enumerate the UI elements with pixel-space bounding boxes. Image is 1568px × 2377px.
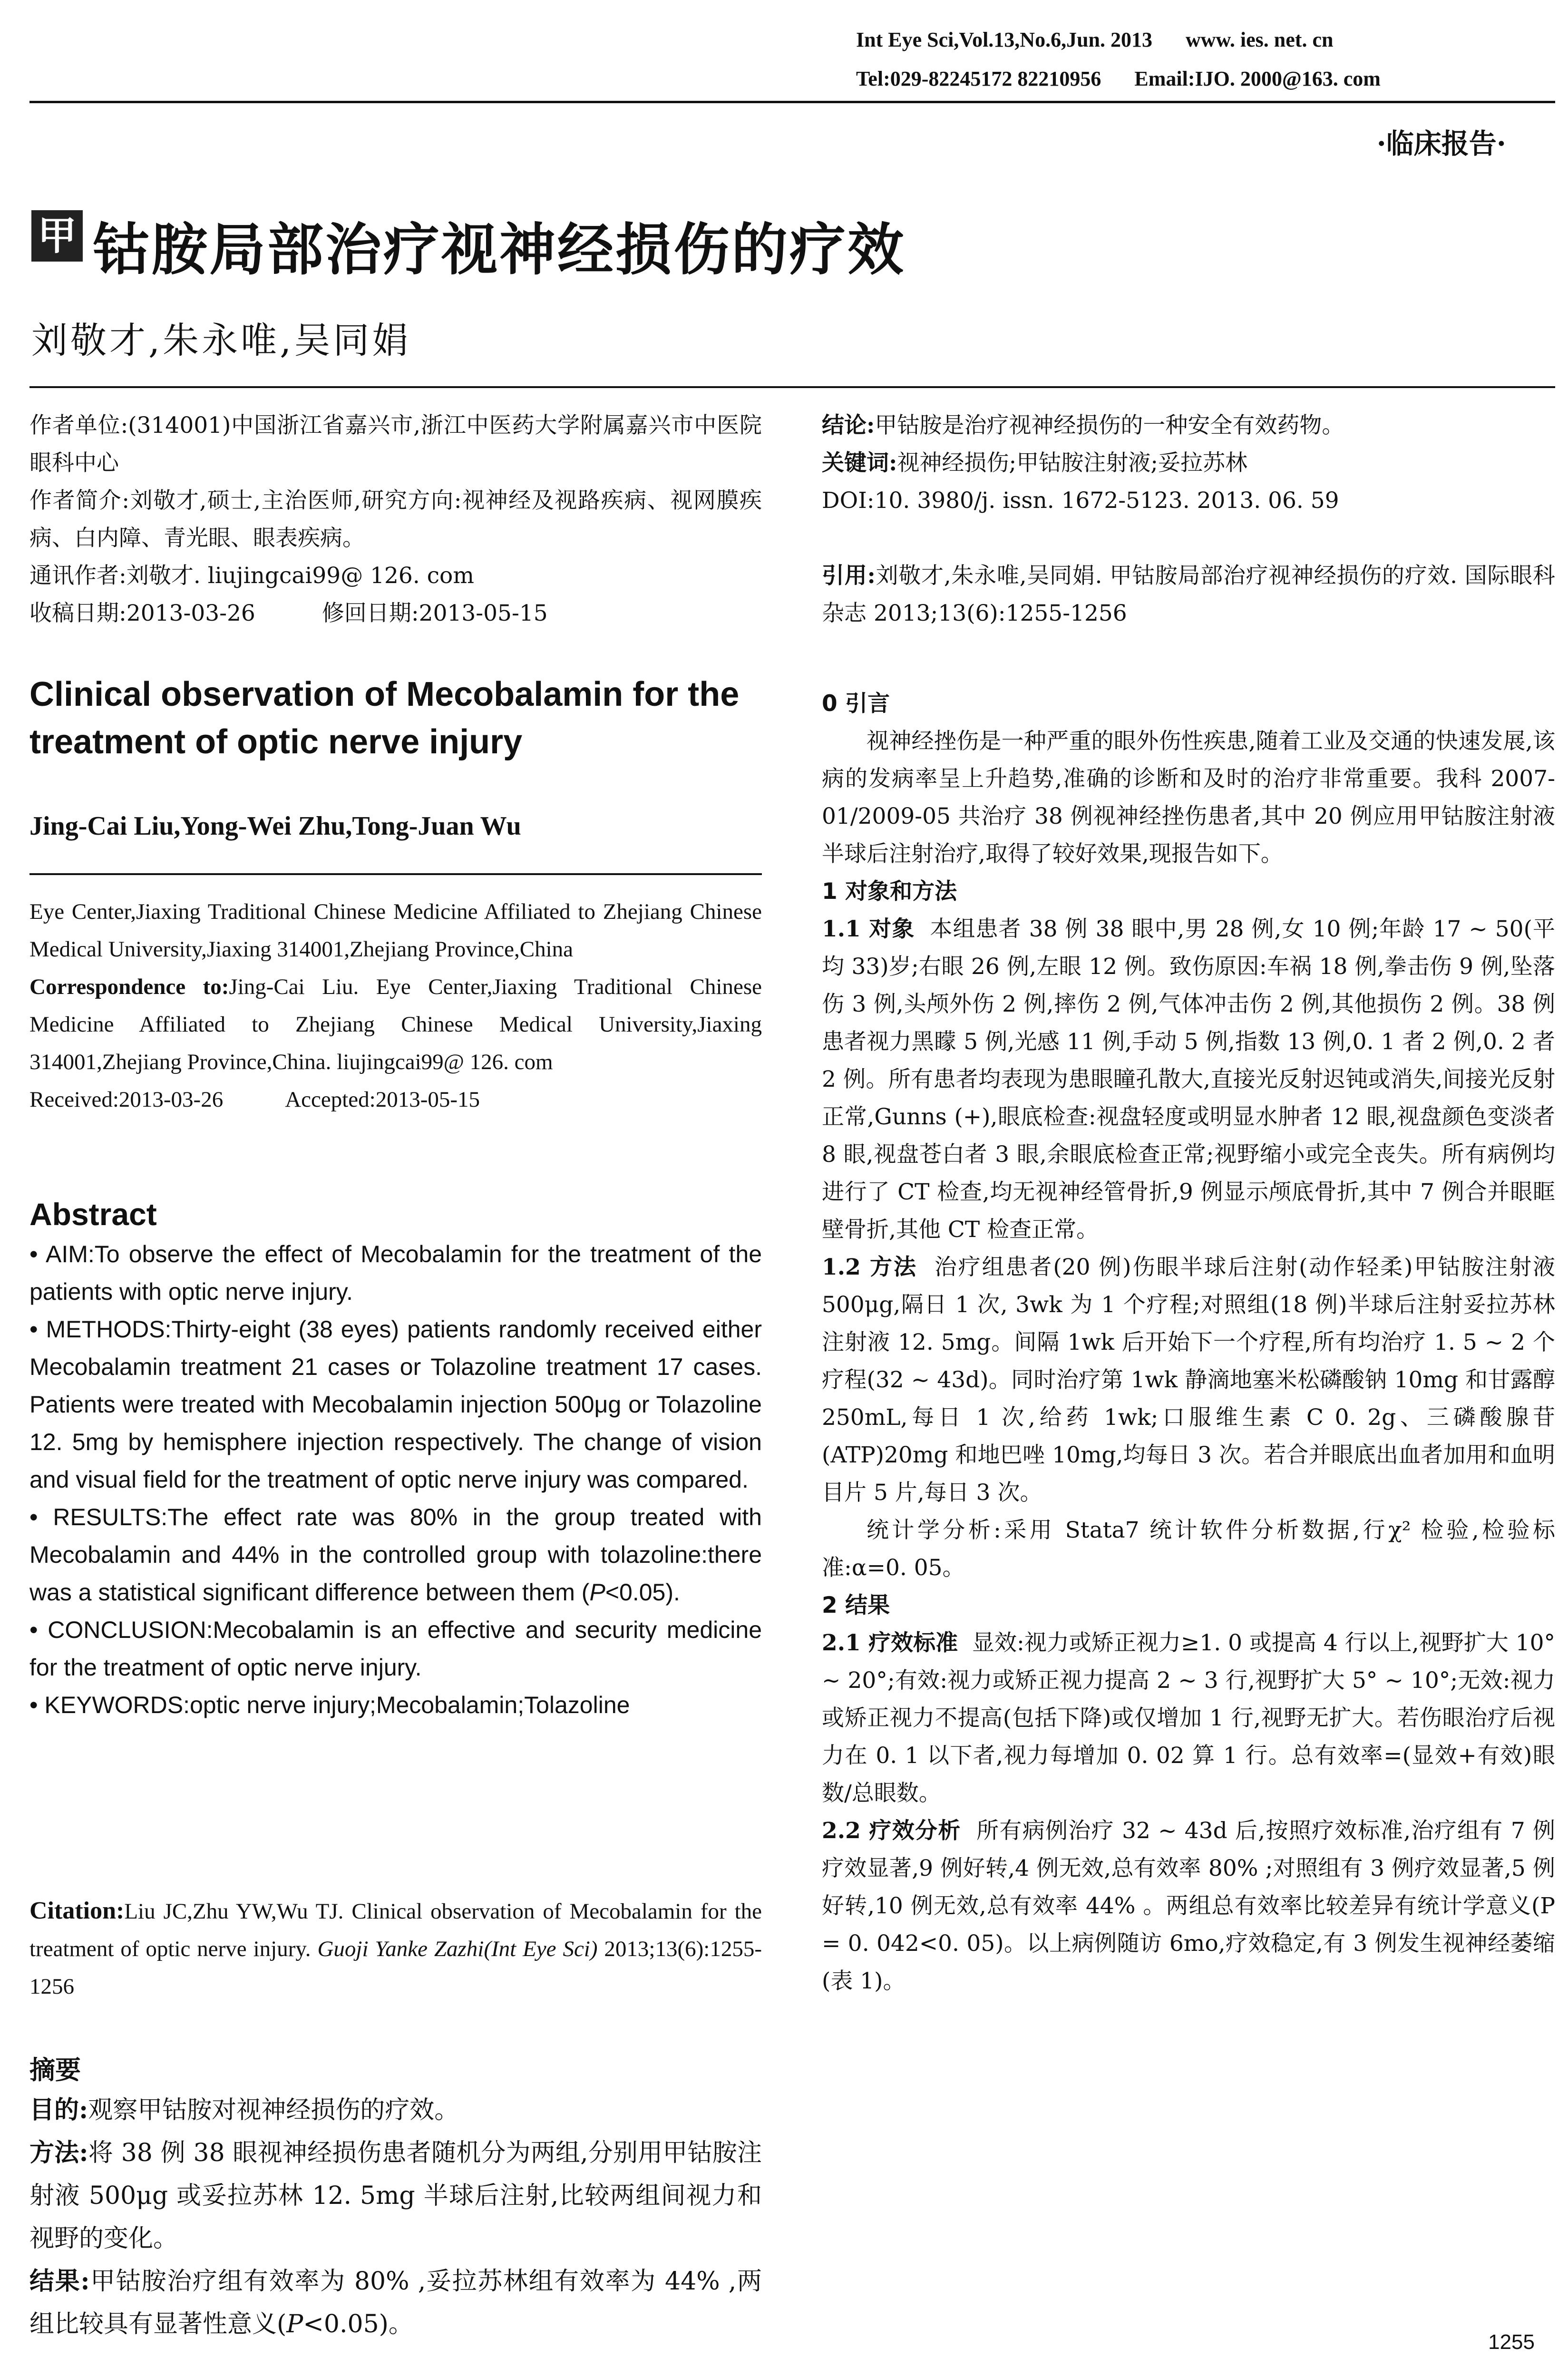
intro-heading: 0 引言 [822,691,890,717]
title-rule [29,386,1555,388]
keywords-label: 关键词: [822,450,897,476]
stats-text: 统计学分析:采用 Stata7 统计软件分析数据,行χ² 检验,检验标准:α=0. 05。 [822,1517,1555,1581]
journal-citation: Int Eye Sci,Vol.13,No.6,Jun. 2013 [856,28,1153,51]
s12-label: 1.2 方法 [822,1254,917,1280]
correspondence-cn: 通讯作者:刘敬才. liujingcai99@ 126. com [29,563,474,589]
cn-aim-label: 目的: [29,2095,88,2124]
citation-volume: 2013;13(6):1255-1256 [29,1937,762,1999]
header-rule [29,101,1555,103]
section-tag: ·临床报告· [1376,127,1506,160]
article-title: 钴胺局部治疗视神经损伤的疗效 [93,217,906,283]
english-affiliation-block [29,893,762,1119]
abstract-results-p: P [589,1579,605,1606]
author-bio-cn: 作者简介:刘敬才,硕士,主治医师,研究方向:视神经及视路疾病、视网膜疾病、白内障、青光眼、眼表疾病。 [29,487,762,551]
abstract-aim: • AIM:To observe the effect of Mecobalamin for the treatment of the patients with optic nerve injury. [29,1241,762,1305]
s21-text: 显效:视力或矫正视力≥1. 0 或提高 4 行以上,视野扩大 10° ~ 20°;有效:视力或矫正视力提高 2 ~ 3 行,视野扩大 5° ~ 10°;无效:视力或矫正视力不提高(包括下降)或仅增加 1 行,视野无扩大。若伤眼治疗后视力在 0. 1 以下者,视力每增加 0. 02 算 1 行。总有效率=(显效+有效)眼数/总眼数。 [822,1630,1555,1806]
affiliation-cn: 作者单位:(314001)中国浙江省嘉兴市,浙江中医药大学附属嘉兴市中医院眼科中心 [29,412,762,476]
cn-methods: 将 38 例 38 眼视神经损伤患者随机分为两组,分别用甲钴胺注射液 500μg 或妥拉苏林 12. 5mg 半球后注射,比较两组间视力和视野的变化。 [29,2139,762,2253]
accepted-date-en: Accepted:2013-05-15 [285,1087,480,1112]
journal-website: www. ies. net. cn [1186,28,1334,51]
journal-header-line1 [856,28,1555,52]
abstract-conclusion: • CONCLUSION:Mecobalamin is an effective and security medicine for the treatment of optic nerve injury. [29,1617,762,1681]
page-number: 1255 [1488,2330,1535,2354]
abstract-keywords: • KEYWORDS:optic nerve injury;Mecobalamin;Tolazoline [29,1692,630,1718]
english-authors-rule [29,873,762,875]
citation-text: Liu JC,Zhu YW,Wu TJ. Clinical observation of Mecobalamin for the treatment of optic nerve injury. [29,1899,762,1961]
english-title: Clinical observation of Mecobalamin for the treatment of optic nerve injury [29,675,740,761]
revised-date-cn: 修回日期:2013-05-15 [321,600,548,626]
citation-label: Citation: [29,1897,125,1924]
s11-text: 本组患者 38 例 38 眼中,男 28 例,女 10 例;年龄 17 ~ 50(平均 33)岁;右眼 26 例,左眼 12 例。致伤原因:车祸 18 例,拳击伤 9 例,坠落伤 3 例,头颅外伤 2 例,摔伤 2 例,气体冲击伤 2 例,其他损伤 2 例。38 例患者视力黑矇 5 例,光感 11 例,手动 5 例,指数 13 例,0. 1 者 2 例,0. 2 者 2 例。所有患者均表现为患眼瞳孔散大,直接光反射迟钝或消失,间接光反射正常,Gunns (+),眼底检查:视盘轻度或明显水肿者 12 眼,视盘颜色变淡者 8 眼,视盘苍白者 3 眼,余眼底检查正常;视野缩小或完全丧失。所有病例均进行了 CT 检查,均无视神经管骨折,9 例显示颅底骨折,其中 7 例合并眼眶壁骨折,其他 CT 检查正常。 [822,916,1555,1243]
right-column-top [822,407,1555,632]
s22-text: 所有病例治疗 32 ~ 43d 后,按照疗效标准,治疗组有 7 例疗效显著,9 例好转,4 例无效,总有效率 80% ;对照组有 3 例疗效显著,5 例好转,10 例无效,总有效率 44% 。两组总有效率比较差异有统计学意义(P = 0. 042<0. 05)。以上病例随访 6mo,疗效稳定,有 3 例发生视神经萎缩(表 1)。 [822,1818,1556,1994]
journal-email: Email:IJO. 2000@163. com [1134,67,1381,90]
s12-text: 治疗组患者(20 例)伤眼半球后注射(动作轻柔)甲钴胺注射液 500μg,隔日 1 次, 3wk 为 1 个疗程;对照组(18 例)半球后注射妥拉苏林注射液 12. 5mg。间隔 1wk 后开始下一个疗程,所有均治疗 1. 5 ~ 2 个疗程(32 ~ 43d)。同时治疗第 1wk 静滴地塞米松磷酸钠 10mg 和甘露醇 250mL,每日 1 次,给药 1wk;口服维生素 C 0. 2g、三磷酸腺苷(ATP)20mg 和地巴唑 10mg,均每日 3 次。若合并眼底出血者加用和血明目片 5 片,每日 3 次。 [822,1254,1555,1506]
cn-results: 甲钴胺治疗组有效率为 80% ,妥拉苏林组有效率为 44% ,两组比较具有显著性意义( [29,2267,762,2338]
english-authors: Jing-Cai Liu,Yong-Wei Zhu,Tong-Juan Wu [29,811,521,841]
chinese-abstract [29,2089,762,2346]
citation-journal: Guoji Yanke Zazhi(Int Eye Sci) [317,1937,598,1961]
cn-results-p: P [286,2310,303,2338]
doi: DOI:10. 3980/j. issn. 1672-5123. 2013. 06. 59 [822,487,1339,514]
abstract-results-text: • RESULTS:The effect rate was 80% in the group treated with Mecobalamin and 44% in the controlled group with tolazoline:there was a statistical significant difference between them ( [29,1504,762,1606]
conclusion-cn: 甲钴胺是治疗视神经损伤的一种安全有效药物。 [875,412,1344,438]
journal-tel: Tel:029-82245172 82210956 [856,67,1101,90]
cn-aim: 观察甲钴胺对视神经损伤的疗效。 [88,2096,459,2124]
cite-label-cn: 引用: [822,563,876,589]
s11-label: 1.1 对象 [822,916,915,942]
author-info-cn [29,407,762,632]
english-correspondence [29,968,762,1081]
cn-results-label: 结果: [29,2267,90,2296]
title-first-char-mark: 甲 [31,210,83,262]
abstract-results [29,1499,762,1611]
intro-text: 视神经挫伤是一种严重的眼外伤性疾患,随着工业及交通的快速发展,该病的发病率呈上升趋势,准确的诊断和及时的治疗非常重要。我科 2007-01/2009-05 共治疗 38 例视神经挫伤患者,其中 20 例应用甲钴胺注射液半球后注射治疗,取得了较好效果,现报告如下。 [822,728,1555,867]
cn-results-end: <0.05)。 [303,2310,413,2338]
correspondence-text: Jing-Cai Liu. Eye Center,Jiaxing Traditional Chinese Medicine Affiliated to Zhejiang Chinese Medical University,Jiaxing 314001,Zhejiang Province,China. liujingcai99@ 126. com [29,974,762,1074]
abstract-results-end: <0.05). [605,1579,680,1606]
journal-header-line2 [856,67,1555,91]
section2-heading: 2 结果 [822,1592,890,1618]
abstract-methods: • METHODS:Thirty-eight (38 eyes) patients randomly received either Mecobalamin treatment 21 cases or Tolazoline treatment 17 cases. Patients were treated with Mecobalamin injection 500μg or Tolazoline 12. 5mg by hemisphere injection respectively. The change of vision and visual field for the treatment of optic nerve injury was compared. [29,1316,762,1493]
conclusion-label: 结论: [822,412,875,438]
cite-cn: 刘敬才,朱永唯,吴同娟. 甲钴胺局部治疗视神经损伤的疗效. 国际眼科杂志 2013;13(6):1255-1256 [822,563,1555,626]
english-affiliation: Eye Center,Jiaxing Traditional Chinese Medicine Affiliated to Zhejiang Chinese Medical University,Jiaxing 314001,Zhejiang Province,China [29,899,762,962]
received-date-cn: 收稿日期:2013-03-26 [29,600,255,626]
keywords-cn: 视神经损伤;甲钴胺注射液;妥拉苏林 [897,450,1248,476]
citation-english [29,1892,762,2006]
s22-label: 2.2 疗效分析 [822,1818,961,1844]
abstract-heading: Abstract [29,1197,157,1232]
cn-methods-label: 方法: [29,2138,88,2167]
s21-label: 2.1 疗效标准 [822,1630,958,1656]
received-date-en: Received:2013-03-26 [29,1087,224,1112]
abstract-body [29,1236,762,1724]
dates-cn [29,594,762,632]
english-dates [29,1081,762,1119]
article-body [822,685,1555,2000]
section1-heading: 1 对象和方法 [822,878,957,905]
correspondence-label: Correspondence to: [29,974,229,999]
chinese-abstract-heading: 摘要 [29,2055,81,2085]
authors-chinese: 刘敬才,朱永唯,吴同娟 [31,319,411,361]
